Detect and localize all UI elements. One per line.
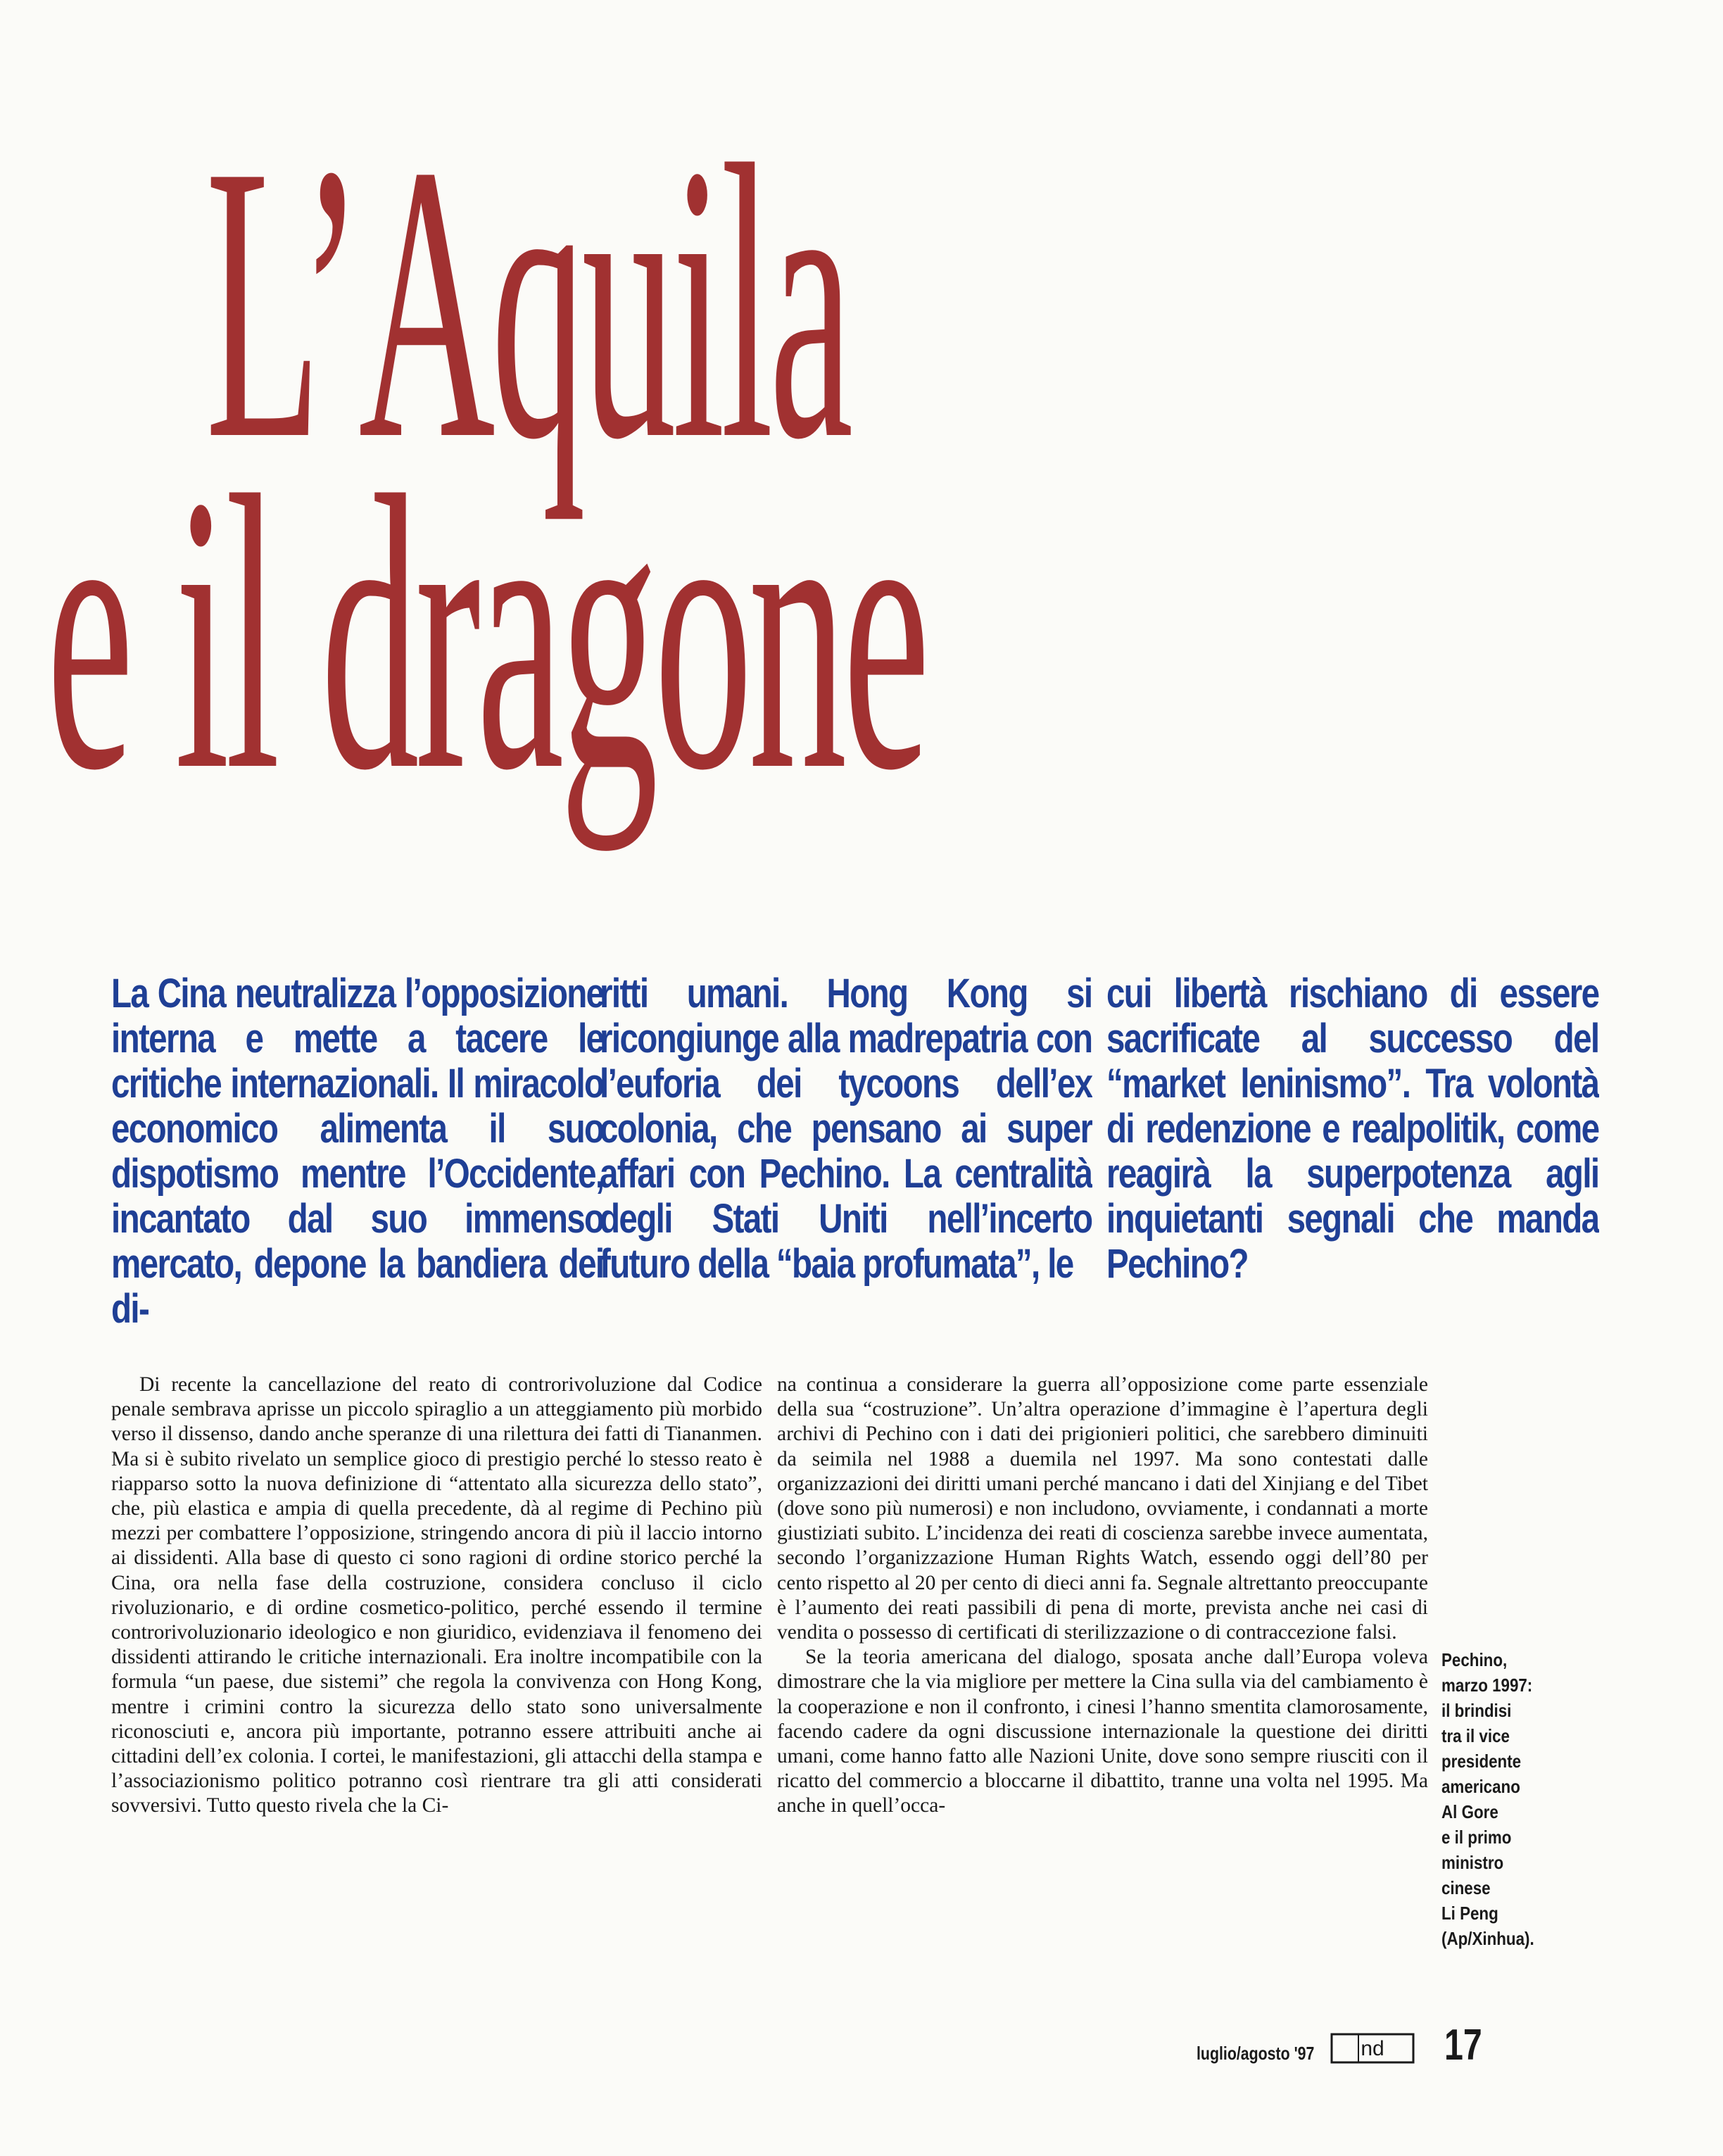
logo-text: nd — [1361, 2037, 1384, 2060]
body-column-2 — [777, 1373, 1428, 2006]
caption-line: ministro — [1441, 1852, 1504, 1873]
body-column-1 — [111, 1373, 762, 2006]
caption-line: marzo 1997: — [1441, 1675, 1533, 1696]
caption-line: Al Gore — [1441, 1801, 1498, 1822]
page-number: 17 — [1444, 2021, 1482, 2069]
caption-line: tra il vice — [1441, 1725, 1510, 1746]
issue-date: luglio/agosto '97 — [1197, 2043, 1315, 2064]
caption-line: cinese — [1441, 1877, 1491, 1898]
caption-line: presidente — [1441, 1751, 1522, 1772]
lead-column-2 — [600, 971, 1092, 1330]
lead-column-1 — [111, 971, 604, 1330]
photo-caption — [1441, 1647, 1581, 1951]
lead-column-3 — [1106, 971, 1599, 1330]
lead-text-2: ritti umani. Hong Kong si ricongiunge alla madrepatria con l’euforia dei tycoons dell’ex colonia, che pensano ai super affari con Pechino. La centralità degli Stati Uniti nell’incerto futuro della “baia profumata”, le — [600, 971, 1092, 1287]
lead-text-1: La Cina neutralizza l’opposizione interna e mette a tacere le critiche internazionali. Il miracolo economico alimenta il suo dispotismo mentre l’Occidente, incantato dal suo immenso mercato, depone la bandiera dei di- — [111, 971, 604, 1330]
caption-line: Pechino, — [1441, 1649, 1508, 1670]
title-line-2: e il dragone — [46, 415, 926, 852]
body-paragraph: Di recente la cancellazione del reato di controrivoluzione dal Codice penale sembrava aprisse un piccolo spiraglio a un atteggiamento più morbido verso il dissenso, dando anche speranze di una rilettura dei fatti di Tiananmen. Ma si è subito rivelato un semplice gioco di prestigio perché lo stesso reato è riapparso sotto la nuova definizione di “attentato alla sicurezza dello stato”, che, più elastica e ampia di quella precedente, dà al regime di Pechino più mezzi per combattere l’opposizione, stringendo ancora di più il laccio intorno ai dissidenti. Alla base di questo ci sono ragioni di ordine storico perché la Cina, ora nella fase della costruzione, considera concluso il ciclo rivoluzionario, e di ordine cosmetico-politico, perché essendo il termine controrivoluzionario ideologico e non giuridico, evidenziava il fenomeno dei dissidenti attirando le critiche internazionali. Era inoltre incompatibile con la formula “un paese, due sistemi” che regola la convivenza con Hong Kong, mentre i crimini contro la sicurezza dello stato sono universalmente riconosciuti e, ancora più importante, potranno essere attribuiti anche ai cittadini dell’ex colonia. I cortei, le manifestazioni, gli attacchi della stampa e l’associazionismo politico potranno così rientrare tra gli atti considerati sovversivi. Tutto questo rivela che la Ci- — [111, 1373, 762, 1817]
caption-line: il brindisi — [1441, 1700, 1512, 1721]
caption-line: (Ap/Xinhua). — [1441, 1928, 1534, 1949]
title-line-1: L’Aquila — [206, 84, 850, 521]
caption-line: americano — [1441, 1776, 1520, 1797]
body-paragraph: Se la teoria americana del dialogo, sposata anche dall’Europa voleva dimostrare che la via migliore per mettere la Cina sulla via del cambiamento è la cooperazione e non il confronto, i cinesi l’hanno smentita clamorosamente, facendo cadere da ogni discussione internazionale la questione dei diritti umani, come hanno fatto alle Nazioni Unite, dove sono sempre riusciti con il ricatto del commercio a bloccarne il dibattito, tranne una volta nel 1995. Ma anche in quell’occa- — [777, 1646, 1428, 1817]
caption-line: e il primo — [1441, 1827, 1512, 1848]
magazine-logo — [1330, 2033, 1415, 2064]
body-paragraph: na continua a considerare la guerra all’opposizione come parte essenziale della sua “costruzione”. Un’altra operazione d’immagine è l’apertura degli archivi di Pechino con i dati dei prigionieri politici, che sarebbero diminuiti da seimila nel 1988 a duemila nel 1997. Ma sono contestati dalle organizzazioni dei diritti umani perché mancano i dati del Xinjiang e del Tibet (dove sono più numerosi) e non includono, ovviamente, i condannati a morte giustiziati subito. L’incidenza dei reati di coscienza sarebbe invece aumentata, secondo l’organizzazione Human Rights Watch, essendo oggi dell’80 per cento rispetto al 20 per cento di dieci anni fa. Segnale altrettanto preoccupante è l’aumento dei reati passibili di pena di morte, prevista anche nei casi di vendita o possesso di certificati di sterilizzazione o di contraccezione falsi. — [777, 1373, 1428, 1644]
caption-line: Li Peng — [1441, 1903, 1498, 1924]
lead-text-3: cui libertà rischiano di essere sacrificate al successo del “market leninismo”. Tra volontà di redenzione e realpolitik, come reagirà la superpotenza agli inquietanti segnali che manda Pechino? — [1106, 971, 1599, 1287]
